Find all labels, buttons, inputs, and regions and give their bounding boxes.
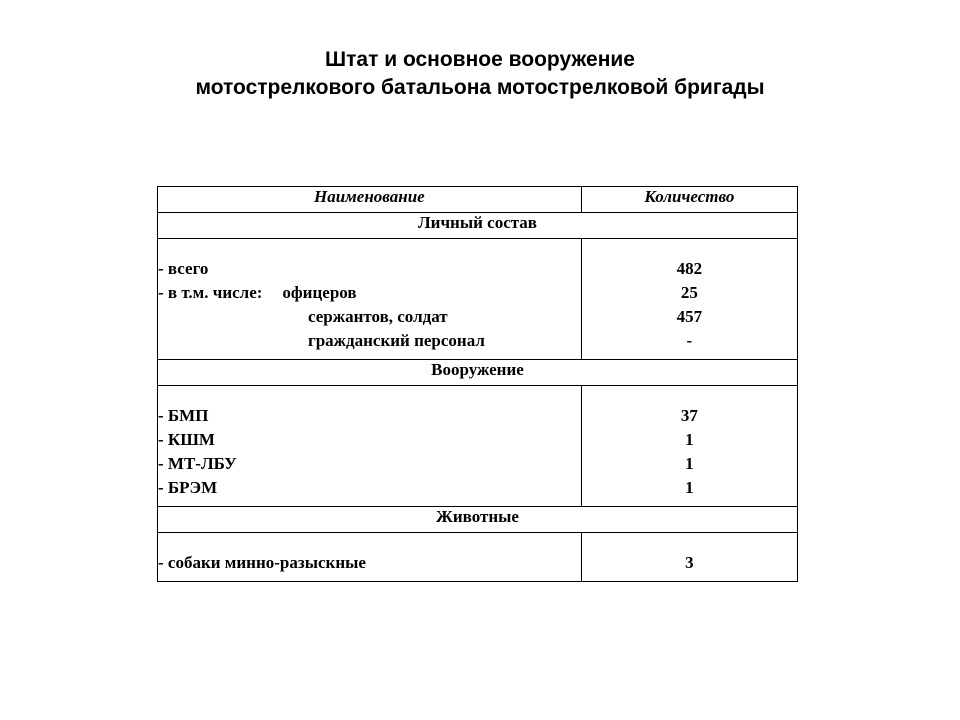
row-prefix: - всего bbox=[158, 259, 209, 278]
title-line-1: Штат и основное вооружение bbox=[325, 48, 635, 71]
section-animals-header bbox=[158, 507, 798, 533]
list-item: - МТ-ЛБУ bbox=[158, 454, 237, 473]
list-item: - БМП bbox=[158, 406, 209, 425]
section-personnel-header bbox=[158, 213, 798, 239]
armament-names bbox=[158, 386, 582, 507]
animals-names bbox=[158, 533, 582, 582]
staff-table bbox=[157, 186, 798, 582]
row-label: сержантов, солдат bbox=[308, 307, 448, 326]
section-armament-header bbox=[158, 360, 798, 386]
list-item: - КШМ bbox=[158, 430, 215, 449]
list-item: - БРЭМ bbox=[158, 478, 218, 497]
row-value: 3 bbox=[685, 553, 694, 572]
row-value: 1 bbox=[685, 454, 694, 473]
list-item bbox=[158, 329, 581, 353]
list-item bbox=[158, 257, 581, 281]
section-personnel-body bbox=[158, 239, 798, 360]
section-title: Личный состав bbox=[158, 213, 798, 239]
row-value: 1 bbox=[685, 430, 694, 449]
row-value: 1 bbox=[685, 478, 694, 497]
list-item bbox=[158, 281, 581, 305]
row-value: 482 bbox=[676, 259, 703, 278]
header-quantity: Количество bbox=[581, 187, 797, 213]
section-title: Вооружение bbox=[158, 360, 798, 386]
table-header-row bbox=[158, 187, 798, 213]
title-line-2: мотострелкового батальона мотострелковой бригады bbox=[195, 76, 765, 99]
list-item: - собаки минно-разыскные bbox=[158, 553, 366, 572]
header-name: Наименование bbox=[158, 187, 582, 213]
section-armament-body bbox=[158, 386, 798, 507]
animals-values bbox=[581, 533, 797, 582]
personnel-values bbox=[581, 239, 797, 360]
row-value: 25 bbox=[680, 283, 698, 302]
personnel-names bbox=[158, 239, 582, 360]
document-title bbox=[0, 46, 960, 102]
row-value: - bbox=[686, 331, 693, 350]
row-value: 37 bbox=[680, 406, 698, 425]
list-item bbox=[158, 305, 581, 329]
row-label: офицеров bbox=[282, 283, 357, 302]
row-prefix: - в т.м. числе: bbox=[158, 283, 263, 302]
section-title: Животные bbox=[158, 507, 798, 533]
row-label: гражданский персонал bbox=[308, 331, 485, 350]
section-animals-body bbox=[158, 533, 798, 582]
row-value: 457 bbox=[676, 307, 703, 326]
armament-values bbox=[581, 386, 797, 507]
